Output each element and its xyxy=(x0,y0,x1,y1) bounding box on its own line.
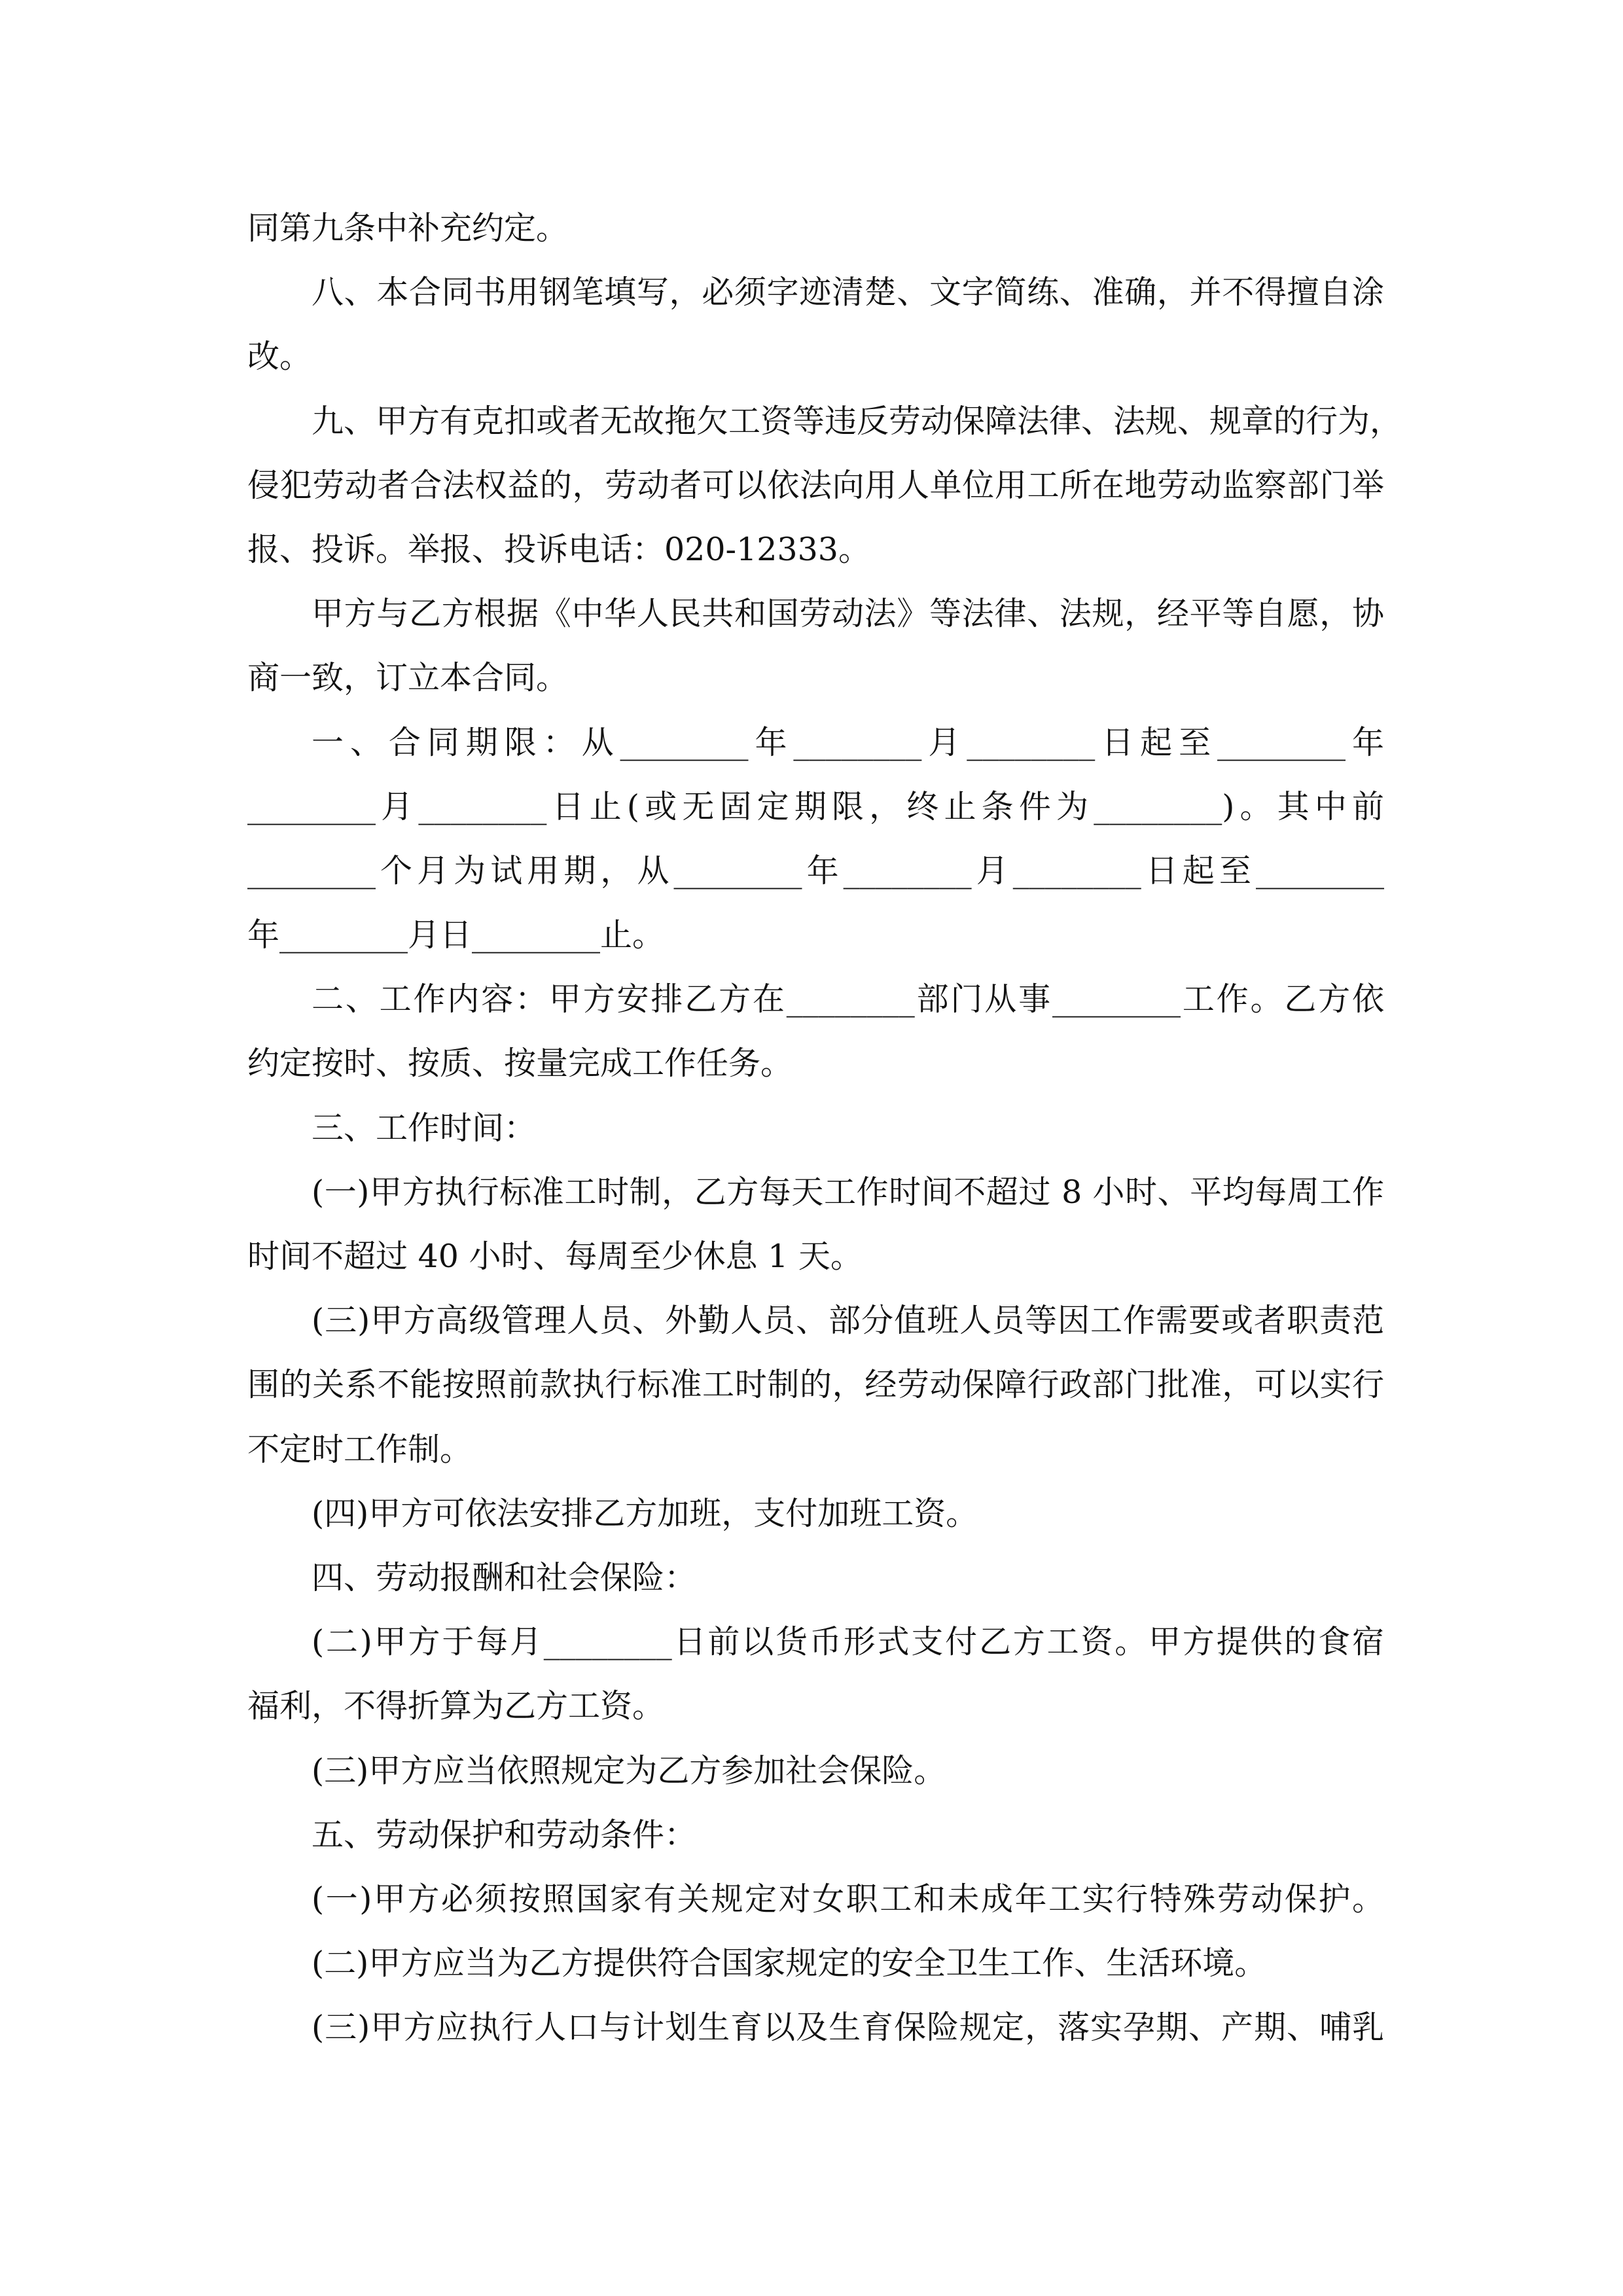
paragraph xyxy=(247,1996,1384,2060)
text-line: (二)甲方应当为乙方提供符合国家规定的安全卫生工作、生活环境。 xyxy=(312,1945,1267,1982)
text-line: 一、合同期限：从________年________月________日起至________年 xyxy=(312,723,1384,761)
text-line: 不定时工作制。 xyxy=(247,1430,473,1468)
text-line: (三)甲方应当依照规定为乙方参加社会保险。 xyxy=(312,1751,946,1789)
text-line: 八、本合同书用钢笔填写，必须字迹清楚、文字简练、准确，并不得擅自涂 xyxy=(312,274,1384,312)
paragraph xyxy=(247,389,1402,583)
text-line: 围的关系不能按照前款执行标准工时制的，经劳动保障行政部门批准，可以实行 xyxy=(247,1366,1384,1404)
text-line: ________月________日止(或无固定期限，终止条件为________)。其中前 xyxy=(247,787,1384,825)
text-line: 三、工作时间： xyxy=(312,1109,537,1147)
text-line: (一)甲方必须按照国家有关规定对女职工和未成年工实行特殊劳动保护。 xyxy=(312,1880,1384,1918)
paragraph xyxy=(247,711,1384,968)
text-line: 侵犯劳动者合法权益的，劳动者可以依法向用人单位用工所在地劳动监察部门举 xyxy=(247,466,1384,504)
text-line: (二)甲方于每月________日前以货币形式支付乙方工资。甲方提供的食宿 xyxy=(312,1623,1384,1661)
text-line: 四、劳动报酬和社会保险： xyxy=(312,1558,697,1596)
paragraph xyxy=(247,1096,1384,1160)
text-line: 二、工作内容：甲方安排乙方在________部门从事________工作。乙方依 xyxy=(312,980,1384,1018)
paragraph xyxy=(247,1867,1384,1931)
paragraph xyxy=(247,1482,1384,1546)
paragraph xyxy=(247,1610,1384,1738)
paragraph xyxy=(247,967,1384,1096)
paragraph xyxy=(247,196,1384,260)
text-line: 同第九条中补充约定。 xyxy=(247,209,569,247)
paragraph xyxy=(247,260,1384,389)
paragraph xyxy=(247,1160,1384,1289)
text-line: (一)甲方执行标准工时制，乙方每天工作时间不超过 8 小时、平均每周工作 xyxy=(312,1173,1384,1211)
paragraph xyxy=(247,1289,1384,1482)
text-line: 约定按时、按质、按量完成工作任务。 xyxy=(247,1045,793,1083)
text-line: 福利，不得折算为乙方工资。 xyxy=(247,1687,665,1725)
paragraph xyxy=(247,1931,1384,1996)
text-line: 报、投诉。举报、投诉电话：020-12333。 xyxy=(247,530,870,568)
paragraph xyxy=(247,1546,1384,1610)
contract-page-body xyxy=(247,196,1402,2060)
paragraph xyxy=(247,1739,1384,1803)
text-line: (四)甲方可依法安排乙方加班，支付加班工资。 xyxy=(312,1494,978,1532)
text-line: (三)甲方高级管理人员、外勤人员、部分值班人员等因工作需要或者职责范 xyxy=(312,1302,1384,1340)
text-line: 甲方与乙方根据《中华人民共和国劳动法》等法律、法规，经平等自愿，协 xyxy=(312,595,1384,633)
paragraph xyxy=(247,582,1384,710)
text-line: 改。 xyxy=(247,338,312,376)
text-line: 九、甲方有克扣或者无故拖欠工资等违反劳动保障法律、法规、规章的行为， xyxy=(312,402,1402,440)
text-line: (三)甲方应执行人口与计划生育以及生育保险规定，落实孕期、产期、哺乳 xyxy=(312,2009,1384,2047)
text-line: 时间不超过 40 小时、每周至少休息 1 天。 xyxy=(247,1238,863,1275)
paragraph xyxy=(247,1803,1384,1867)
text-line: 年________月日________止。 xyxy=(247,916,665,954)
text-line: ________个月为试用期，从________年________月________日起至________ xyxy=(247,852,1384,889)
text-line: 商一致，订立本合同。 xyxy=(247,659,569,697)
text-line: 五、劳动保护和劳动条件： xyxy=(312,1816,697,1854)
